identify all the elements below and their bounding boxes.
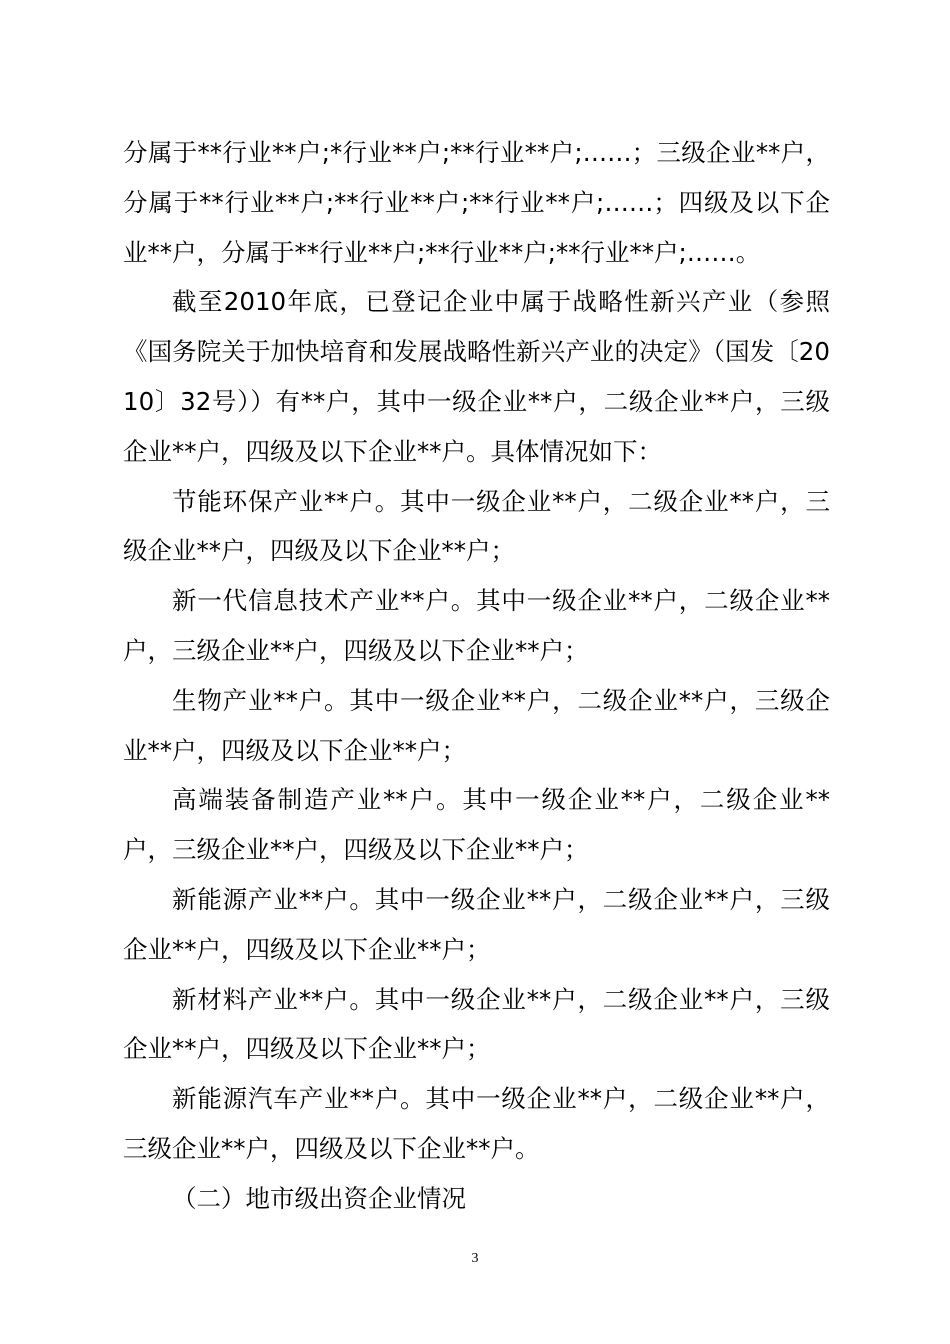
paragraph-industry-distribution: 分属于**行业**户;*行业**户;**行业**户;……；三级企业**户，分属于**行业**户;**行业**户;**行业**户;……；四级及以下企业**户，分属于**行业**户;**行业**户;**行业**户;……。 — [123, 138, 830, 267]
document-body — [123, 128, 830, 1224]
paragraph-high-end-equipment: 高端装备制造产业**户。其中一级企业**户，二级企业**户，三级企业**户，四级及以下企业**户； — [123, 785, 830, 865]
paragraph-new-energy-vehicles: 新能源汽车产业**户。其中一级企业**户，二级企业**户，三级企业**户，四级及以下企业**户。 — [123, 1084, 830, 1163]
paragraph-strategic-emerging-summary: 截至2010年底，已登记企业中属于战略性新兴产业（参照《国务院关于加快培育和发展战略性新兴产业的决定》（国发〔2010〕32号））有**户，其中一级企业**户，二级企业**户，三级企业**户，四级及以下企业**户。具体情况如下： — [123, 287, 830, 466]
paragraph-biology: 生物产业**户。其中一级企业**户，二级企业**户，三级企业**户，四级及以下企业**户； — [123, 685, 830, 765]
paragraph-new-materials: 新材料产业**户。其中一级企业**户，二级企业**户，三级企业**户，四级及以下企业**户； — [123, 984, 830, 1064]
section-heading-municipal-enterprises: （二）地市级出资企业情况 — [172, 1183, 466, 1213]
paragraph-new-energy: 新能源产业**户。其中一级企业**户，二级企业**户，三级企业**户，四级及以下企业**户； — [123, 884, 830, 964]
page-number: 3 — [471, 1251, 479, 1266]
paragraph-information-technology: 新一代信息技术产业**户。其中一级企业**户，二级企业**户，三级企业**户，四级及以下企业**户； — [123, 586, 830, 665]
paragraph-energy-saving: 节能环保产业**户。其中一级企业**户，二级企业**户，三级企业**户，四级及以下企业**户； — [123, 486, 830, 566]
